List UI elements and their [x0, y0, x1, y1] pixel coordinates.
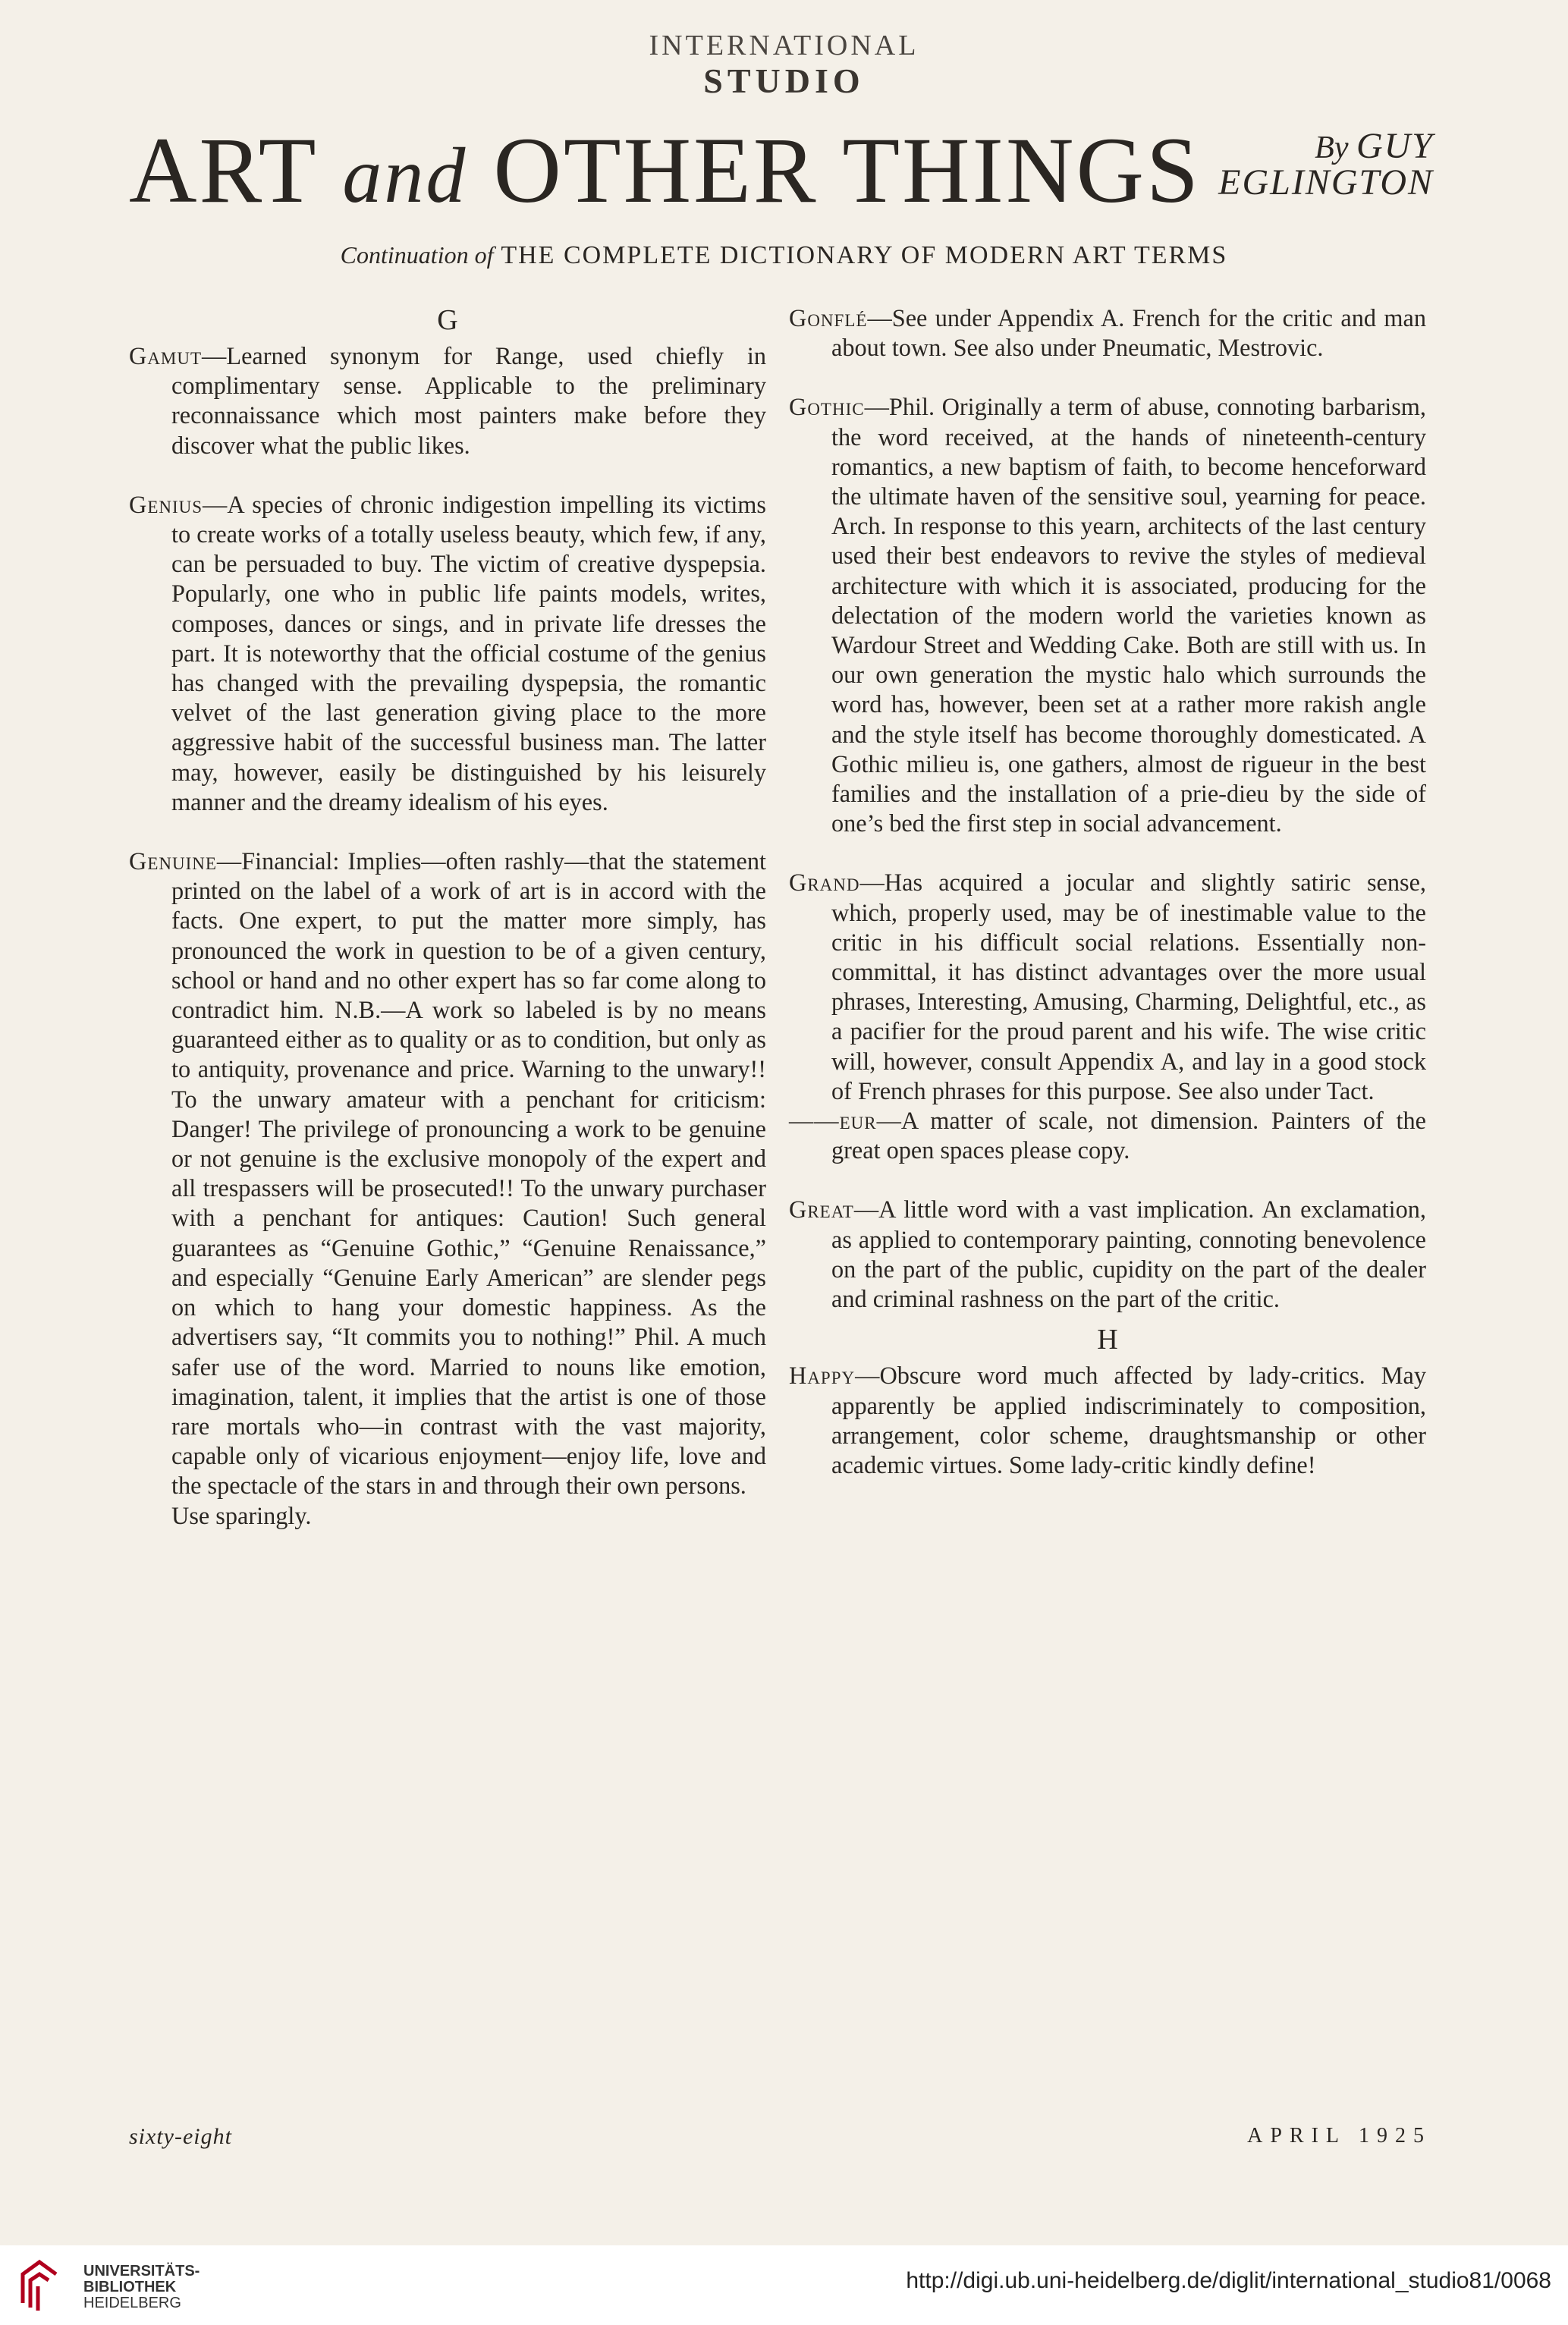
subtitle-text: THE COMPLETE DICTIONARY OF MODERN ART TERMS	[501, 241, 1228, 269]
entry-grandeur	[789, 1106, 1426, 1165]
entry-body: —A species of chronic indigestion impelling its victims to create works of a totally useless beauty, which few, if any, can be persuaded to buy. The victim of creative dyspepsia. Popularly, one who in public life paints models, writes, composes, dances or sings, and in private life dresses the part. It is noteworthy that the official costume of the genius has changed with the prevailing dyspepsia, the romantic velvet of the last generation giving place to the more aggressive habit of the successful business man. The latter may, however, easily be distinguished by his leisurely manner and the dreamy idealism of his eyes.	[171, 490, 766, 815]
entry-head: Gamut	[129, 342, 203, 369]
entry-great	[789, 1195, 1426, 1314]
section-letter-g: G	[437, 304, 458, 336]
entry-happy	[789, 1361, 1426, 1480]
byline-first-name: GUY	[1356, 126, 1434, 166]
issue-date: APRIL 1925	[1247, 2124, 1431, 2147]
entry-genuine	[129, 847, 766, 1500]
entry-head: Grand	[789, 869, 860, 897]
entry-body: —Learned synonym for Range, used chiefly in complimentary sense. Applicable to the preliminary reconnaissance which most painters make before they discover what the public likes.	[171, 342, 766, 459]
entry-use-sparingly	[129, 1501, 766, 1531]
title-art: ART	[129, 118, 317, 222]
page-folio: sixty-eight	[129, 2124, 232, 2149]
masthead-studio: STUDIO	[703, 61, 865, 100]
title-row	[129, 114, 1434, 228]
right-column	[789, 303, 1426, 1510]
entry-body: —A matter of scale, not dimension. Painters of the great open spaces please copy.	[831, 1107, 1426, 1164]
source-url-link[interactable]: http://digi.ub.uni-heidelberg.de/diglit/international_studio81/0068	[906, 2268, 1551, 2293]
entry-head: Gonflé	[789, 304, 868, 331]
subtitle	[0, 241, 1568, 270]
byline	[1218, 126, 1434, 203]
entry-body: Use sparingly.	[171, 1501, 312, 1529]
title-other-things: OTHER THINGS	[493, 118, 1202, 222]
masthead-international: INTERNATIONAL	[649, 30, 919, 61]
library-name-line3: HEIDELBERG	[83, 2295, 181, 2311]
entry-head: Happy	[789, 1362, 856, 1390]
masthead	[0, 29, 1568, 100]
library-name	[83, 2264, 200, 2311]
library-logo-icon	[17, 2257, 62, 2312]
entry-head: Great	[789, 1195, 854, 1224]
library-name-line1: UNIVERSITÄTS-	[83, 2263, 200, 2279]
entry-gonfle	[789, 303, 1426, 363]
entry-body: —A little word with a vast implication. An exclamation, as applied to contemporary painting, connoting benevolence on the part of the public, cupidity on the part of the dealer and criminal rashness on the part of the critic.	[831, 1195, 1426, 1313]
entry-head: Genius	[129, 490, 203, 518]
article-title	[129, 114, 1201, 233]
entry-body: —See under Appendix A. French for the critic and man about town. See also under Pneumatic, Mestrovic.	[831, 304, 1426, 362]
entry-genius	[129, 490, 766, 817]
subtitle-lead: Continuation of	[340, 241, 494, 269]
library-name-line2: BIBLIOTHEK	[83, 2279, 177, 2295]
entry-head: Genuine	[129, 847, 217, 875]
entry-body: —Has acquired a jocular and slightly satiric sense, which, properly used, may be of inestimable value to the critic in his difficult social relations. Essentially non-committal, it has distinct advantages over the more usual phrases, Interesting, Amusing, Charming, Delightful, etc., as a pacifier for the proud parent and his wife. The wise critic will, however, consult Appendix A, and lay in a good stock of French phrases for this purpose. See also under Tact.	[831, 869, 1426, 1104]
left-column	[129, 303, 766, 1531]
entry-body: —Phil. Originally a term of abuse, connoting barbarism, the word received, at the hands of nineteenth-century romantics, a new baptism of faith, to become henceforward the ultimate haven of the sensitive soul, yearning for peace. Arch. In response to this yearn, architects of the last century used their best endeavors to revive the styles of medieval architecture with which it is associated, producing for the delectation of the modern world the varieties known as Wardour Street and Wedding Cake. Both are still with us. In our own generation the mystic halo which surrounds the word has, however, been set at a rather more rakish angle and the style itself has become thoroughly domesticated. A Gothic milieu is, one gathers, almost de rigueur in the best families and the installation of a prie-dieu by the side of one’s bed the first step in social advancement.	[831, 393, 1426, 837]
entry-gamut	[129, 341, 766, 460]
section-letter-h: H	[1097, 1324, 1118, 1356]
entry-head: Gothic	[789, 393, 865, 421]
library-bar	[0, 2245, 1568, 2325]
entry-head: ——eur	[789, 1107, 877, 1135]
title-and: and	[342, 132, 468, 219]
byline-last-name: EGLINGTON	[1218, 162, 1434, 203]
entry-body: —Obscure word much affected by lady-critics. May apparently be applied indiscriminately to composition, arrangement, color scheme, draughtsmanship or other academic virtues. Some lady-critic kindly define!	[831, 1362, 1426, 1478]
entry-gothic	[789, 392, 1426, 838]
entry-body: —Financial: Implies—often rashly—that the statement printed on the label of a work of art is in accord with the facts. One expert, to put the matter more simply, has pronounced the work in question to be of a given century, school or hand and no other expert has so far come along to contradict him. N.B.—A work so labeled is by no means guaranteed either as to quality or as to condition, but only as to antiquity, provenance and price. Warning to the unwary!! To the unwary amateur with a penchant for criticism: Danger! The privilege of pronouncing a work to be genuine or not genuine is the exclusive monopoly of the expert and all trespassers will be prosecuted!! To the unwary purchaser with a penchant for antiques: Caution! Such general guarantees as “Genuine Gothic,” “Genuine Renaissance,” and especially “Genuine Early American” are slender pegs on which to hang your domestic happiness. As the advertisers say, “It commits you to nothing!” Phil. A much safer use of the word. Married to nouns like emotion, imagination, talent, it implies that the artist is one of those rare mortals who—in contrast with the vast majority, capable only of vicarious enjoyment—enjoy life, love and the spectacle of the stars in and through their own persons.	[171, 847, 766, 1500]
entry-grand	[789, 868, 1426, 1106]
byline-by: By	[1315, 130, 1349, 165]
